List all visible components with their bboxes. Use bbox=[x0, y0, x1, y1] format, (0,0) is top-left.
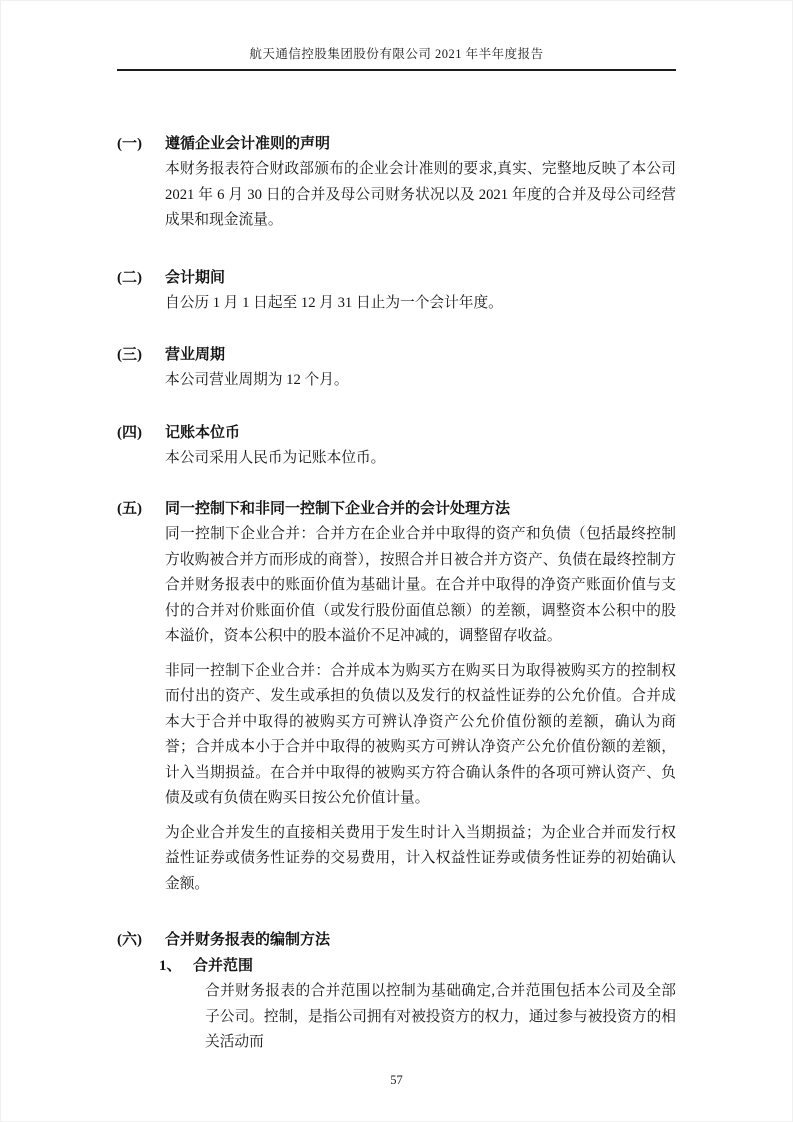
section-body bbox=[165, 131, 676, 234]
paragraph: 合并财务报表的合并范围以控制为基础确定,合并范围包括本公司及全部子公司。控制，是指公司拥有对被投资方的权力，通过参与被投资方的相关活动而 bbox=[205, 983, 676, 1050]
section-6 bbox=[117, 927, 676, 1056]
paragraph: 同一控制下企业合并：合并方在企业合并中取得的资产和负债（包括最终控制方收购被合并方而形成的商誉），按照合并日被合并方资产、负债在最终控制方合并财务报表中的账面价值为基础计量。在合并中取得的净资产账面价值与支付的合并对价账面价值（或发行股份面值总额）的差额，调整资本公积中的股本溢价，资本公积中的股本溢价不足冲减的，调整留存收益。 bbox=[165, 526, 676, 644]
section-5 bbox=[117, 496, 676, 897]
page-footer bbox=[0, 1071, 793, 1089]
section-3 bbox=[117, 342, 676, 394]
paragraph: 本公司营业周期为 12 个月。 bbox=[165, 372, 349, 388]
section-number: (二) bbox=[117, 269, 142, 286]
section-number: (六) bbox=[117, 932, 142, 948]
subsection-heading-row bbox=[159, 953, 676, 979]
section-body bbox=[159, 927, 676, 1056]
section-number: (四) bbox=[117, 424, 142, 441]
paragraph: 自公历 1 月 1 日起至 12 月 31 日止为一个会计年度。 bbox=[165, 294, 503, 311]
section-2 bbox=[117, 265, 676, 317]
section-number: (三) bbox=[117, 347, 142, 363]
section-4 bbox=[117, 420, 676, 472]
page-header bbox=[117, 0, 676, 71]
section-number: (五) bbox=[117, 501, 142, 517]
paragraph: 本公司采用人民币为记账本位币。 bbox=[165, 449, 386, 466]
section-heading: 遵循企业会计准则的声明 bbox=[165, 136, 331, 152]
page-content bbox=[117, 131, 676, 1056]
subsection-heading: 合并范围 bbox=[193, 958, 254, 974]
section-body bbox=[165, 496, 676, 897]
section-body bbox=[165, 420, 676, 472]
section-1 bbox=[117, 131, 676, 234]
paragraph: 本财务报表符合财政部颁布的企业会计准则的要求,真实、完整地反映了本公司 2021 年 6 月 30 日的合并及母公司财务状况以及 2021 年度的合并及母公司经营成果和现金流量。 bbox=[165, 161, 676, 228]
paragraph: 为企业合并发生的直接相关费用于发生时计入当期损益；为企业合并而发行权益性证券或债务性证券的交易费用，计入权益性证券或债务性证券的初始确认金额。 bbox=[165, 824, 676, 892]
section-heading: 同一控制下和非同一控制下企业合并的会计处理方法 bbox=[165, 501, 511, 517]
section-heading: 记账本位币 bbox=[165, 424, 241, 441]
report-title: 航天通信控股集团股份有限公司 2021 年半年度报告 bbox=[249, 47, 544, 61]
section-body bbox=[165, 342, 676, 394]
paragraph: 非同一控制下企业合并：合并成本为购买方在购买日为取得被购买方的控制权而付出的资产、发生或承担的负债以及发行的权益性证券的公允价值。合并成本大于合并中取得的被购买方可辨认净资产公允价值份额的差额，确认为商誉；合并成本小于合并中取得的被购买方可辨认净资产公允价值份额的差额，计入当期损益。在合并中取得的被购买方符合确认条件的各项可辨认资产、负债及或有负债在购买日按公允价值计量。 bbox=[165, 662, 676, 806]
section-body bbox=[165, 265, 676, 317]
section-number: (一) bbox=[117, 136, 142, 152]
section-heading: 合并财务报表的编制方法 bbox=[165, 932, 331, 948]
section-heading: 会计期间 bbox=[165, 269, 226, 286]
page-number: 57 bbox=[390, 1073, 403, 1087]
subsection-number: 1、 bbox=[159, 958, 182, 974]
section-heading: 营业周期 bbox=[165, 347, 226, 363]
